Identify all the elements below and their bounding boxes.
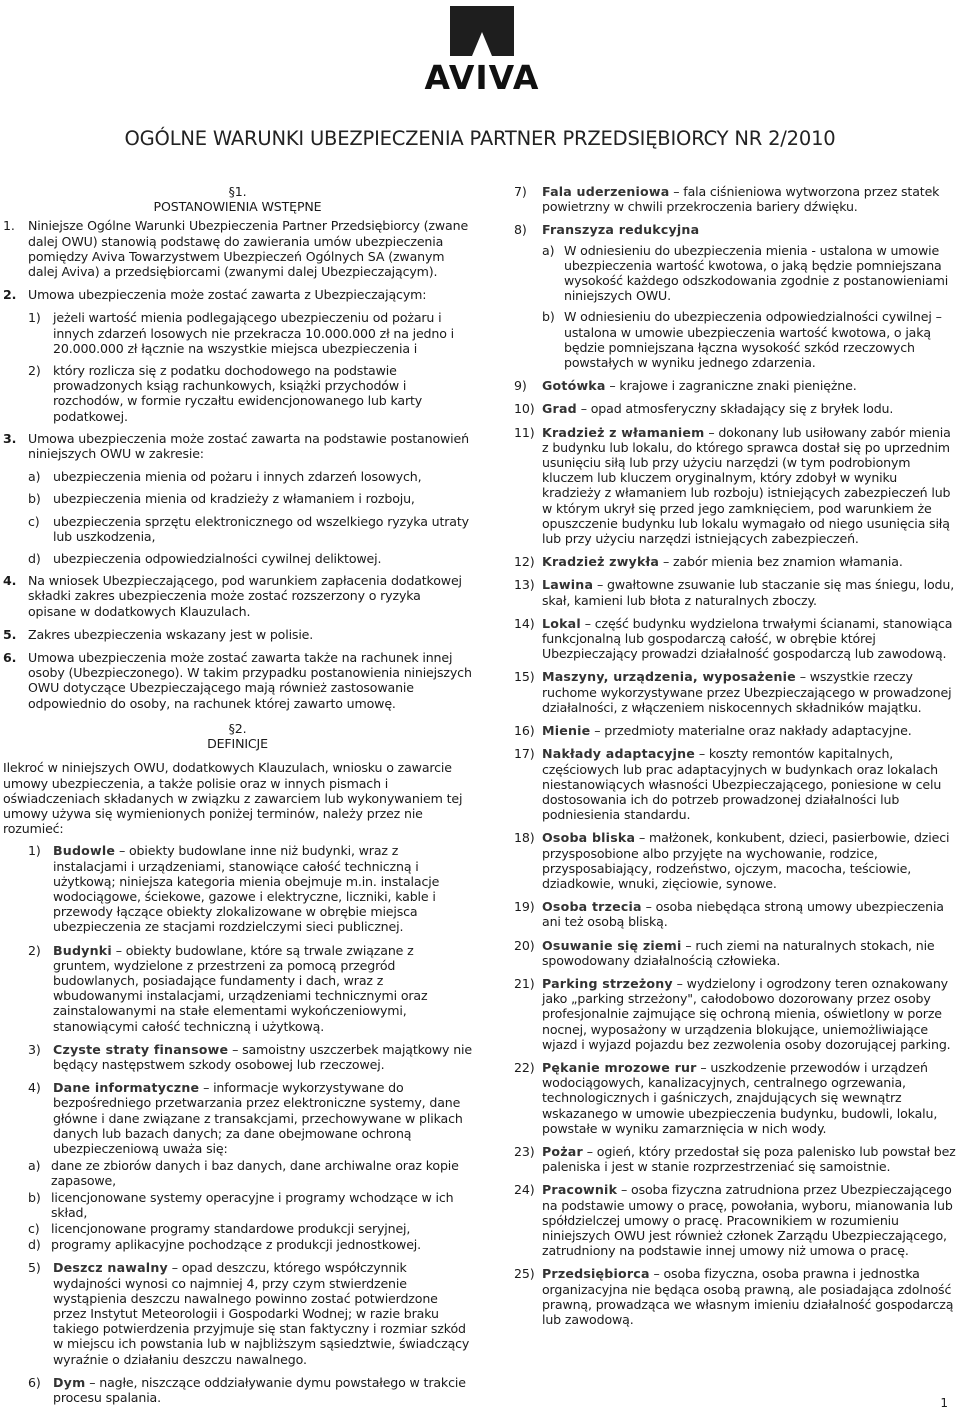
definition-term: Pożar (542, 1143, 583, 1159)
list-item-number: a) (28, 469, 41, 485)
definition-item (514, 554, 958, 569)
s1-p2-number: 2. (3, 287, 17, 303)
definition-text: – osoba niebędąca stroną umowy ubezpieczenia ani też osobą bliską. (542, 899, 944, 930)
definition-item (514, 616, 958, 662)
definition-text: – fala ciśnieniowa wytworzona przez statek powietrzny w chwili przekroczenia bariery dźwięku. (542, 184, 940, 215)
s1-paragraph-1 (3, 218, 472, 279)
list-item-number: b) (28, 491, 41, 507)
document-title: OGÓLNE WARUNKI UBEZPIECZENIA PARTNER PRZEDSIĘBIORCY NR 2/2010 (124, 127, 836, 150)
list-item (28, 469, 472, 484)
definition-item (28, 1375, 472, 1405)
definition-term: Osoba bliska (542, 830, 636, 846)
definition-term: Przedsiębiorca (542, 1266, 650, 1282)
definition-term: Fala uderzeniowa (542, 184, 670, 199)
section-1-title: POSTANOWIENIA WSTĘPNE (153, 199, 322, 215)
definition-number: 6) (28, 1374, 41, 1390)
s1-p2-text: Umowa ubezpieczenia może zostać zawarta z Ubezpieczającym: (28, 287, 427, 303)
definition-text: – krajowe i zagraniczne znaki pieniężne. (605, 378, 857, 394)
definition-text: – wydzielony i ogrodzony teren oznakowany jako „parking strzeżony", całodobowo dozorowany przez osoby profesjonalnie zajmujące się ochroną mienia, oświetlony w porze nocnej, wyposażony w urządzenia blokujące, uniemożliwiające wjazd i wyjazd pojazdu bez zezwolenia osoby dozorującej parking. (542, 975, 951, 1052)
definition-item (514, 1266, 958, 1327)
list-item-text: ubezpieczenia mienia od kradzieży z włamaniem i rozboju, (53, 491, 415, 507)
definition-number: 11) (514, 424, 535, 440)
definition-item (514, 1182, 958, 1258)
definition-number: 13) (514, 577, 535, 593)
definition-text: – osoba fizyczna zatrudniona przez Ubezpieczającego na podstawie umowy o pracę, powołania, wyboru, mianowania lub spółdzielczej umowy o pracę. Pracownikiem w rozumieniu niniejszych OWU jest również członek Zarządu Ubezpieczającego, zatrudniony na podstawie innej umowy niż umowa o pracę. (542, 1182, 953, 1259)
definition-text: – osoba fizyczna, osoba prawna i jednostka organizacyjna nie będąca osobą prawną, ale posiadająca zdolność prawną, prowadząca we własnym imieniu działalność gospodarczą lub zawodową. (542, 1266, 954, 1327)
definition-term: Dane informatyczne (53, 1080, 200, 1096)
definition-term: Dym (53, 1374, 86, 1390)
definition-term: Czyste straty finansowe (53, 1041, 229, 1057)
definition-term: Pracownik (542, 1182, 618, 1198)
list-item-text: programy aplikacyjne pochodzące z produkcji jednostkowej. (51, 1237, 422, 1253)
definition-item (514, 378, 958, 393)
definition-text: – opad deszczu, którego współczynnik wydajności wynosi co najmniej 4, przy czym stwierdzenie wystąpienia deszczu nawalnego powinno zostać potwierdzone przez Instytut Meteorologii i Gospodarki Wodnej; w razie braku takiego potwierdzenia przyjmuje się stan faktyczny i rozmiar szkód w miejscu ich powstania lub w najbliższym sąsiedztwie, świadczący wyraźnie o działaniu deszczu nawalnego. (53, 1260, 470, 1367)
list-item (542, 243, 958, 304)
definition-term: Gotówka (542, 378, 606, 394)
definition-text: – opad atmosferyczny składający się z bryłek lodu. (576, 401, 894, 417)
s1-paragraph-2 (3, 287, 472, 302)
definition-text: – samoistny uszczerbek majątkowy nie będący następstwem szkody osobowej lub rzeczowej. (53, 1041, 472, 1072)
definitions-intro: Ilekroć w niniejszych OWU, dodatkowych Klauzulach, wniosku o zawarcie umowy ubezpieczenia, a także polisie oraz w innych pismach i oświadczeniach składanych w związku z zawarciem lub wykonywaniem tej umowy używa się wymienionych poniżej terminów, należy przez nie rozumieć: (3, 760, 463, 837)
list-item-number: b) (542, 309, 555, 325)
s1-p6-text: Umowa ubezpieczenia może zostać zawarta także na rachunek innej osoby (Ubezpieczonego). W takim przypadku postanowienia niniejszych OWU dotyczące Ubezpieczającego mają również zastosowanie odpowiednio do osoby, na rachunek której zawarto umowę. (28, 650, 472, 711)
s1-p1-text: Niniejsze Ogólne Warunki Ubezpieczenia Partner Przedsiębiorcy (zwane dalej OWU) stanowią podstawę do zawierania umów ubezpieczenia pomiędzy Aviva Towarzystwem Ubezpieczeń Ogólnych SA (zwanym dalej Aviva) a przedsiębiorcami (zwanymi dalej Ubezpieczającym). (28, 218, 469, 280)
list-item-text: dane ze zbiorów danych i baz danych, dane archiwalne oraz kopie zapasowe, (51, 1158, 459, 1189)
list-item-text: ubezpieczenia mienia od pożaru i innych zdarzeń losowych, (53, 469, 422, 485)
definition-term: Nakłady adaptacyjne (542, 746, 696, 762)
definition-number: 5) (28, 1260, 41, 1276)
definition-number: 20) (514, 937, 535, 953)
definition-number: 24) (514, 1182, 535, 1198)
definition-term: Parking strzeżony (542, 975, 673, 991)
definition-number: 1) (28, 843, 41, 859)
definition-item (514, 184, 958, 214)
s1-p4-text: Na wniosek Ubezpieczającego, pod warunkiem zapłacenia dodatkowej składki zakres ubezpieczenia może zostać rozszerzony o ryzyka opisane w dodatkowych Klauzulach. (28, 573, 462, 619)
definition-text: – wszystkie rzeczy ruchome wykorzystywane przez Ubezpieczającego w prowadzonej działalności, z włączeniem niskocennych składników majątku. (542, 669, 952, 715)
s1-p5-number: 5. (3, 626, 17, 642)
definition-number: 2) (28, 942, 41, 958)
list-item-number: c) (28, 1220, 40, 1236)
section-2-title: DEFINICJE (207, 736, 268, 752)
definition-text: – uszkodzenie przewodów i urządzeń wodociągowych, kanalizacyjnych, centralnego ogrzewania, technologicznych i gaśniczych, znajdujących się wewnątrz wskazanego w umowie ubezpieczenia budynku, budowli, lokalu, powstałe w wyniku zamarznięcia w nich wody. (542, 1059, 938, 1136)
list-item-text: licencjonowane systemy operacyjne i programy wchodzące w ich skład, (51, 1189, 454, 1220)
definition-number: 8) (514, 222, 527, 238)
list-item (28, 363, 472, 424)
definition-text: – nagłe, niszczące oddziaływanie dymu powstałego w trakcie procesu spalania. (53, 1374, 466, 1406)
list-item-text: który rozlicza się z podatku dochodowego na podstawie prowadzonych ksiąg rachunkowych, książki przychodów i rozchodów, w formie ryczałtu ewidencjonowanego lub karty podatkowej. (53, 363, 423, 424)
definition-text: – ogień, który przedostał się poza palenisko lub powstał bez paleniska i jest w stanie rozprzestrzeniać się samoistnie. (542, 1143, 956, 1175)
definition-text: – małżonek, konkubent, dzieci, pasierbowie, dzieci przysposobione albo przyjęte na wychowanie, rodzice, przysposabiający, rodzeństwo, ojczym, macocha, teściowie, dziadkowie, wnuki, zięciowie, synowe. (542, 830, 950, 891)
section-2-number: §2. (228, 720, 247, 736)
definition-term: Kradzież zwykła (542, 554, 660, 570)
list-item-number: 1) (28, 310, 41, 326)
definition-item (514, 1060, 958, 1136)
definition-item (514, 425, 958, 547)
definition-term: Maszyny, urządzenia, wyposażenie (542, 669, 796, 685)
definition-item (28, 1042, 472, 1072)
definition-item (28, 943, 472, 1034)
list-item (28, 514, 472, 544)
definition-item (514, 830, 958, 891)
definition-number: 12) (514, 554, 535, 570)
list-item (542, 309, 958, 370)
list-item-text: jeżeli wartość mienia podlegającego ubezpieczeniu od pożaru i innych zdarzeń losowych nie przekracza 10.000.000 zł na jedno i 20.000.000 zł łącznie na wszystkie miejsca ubezpieczenia i (53, 310, 454, 356)
definition-term: Grad (542, 401, 577, 417)
definition-number: 22) (514, 1059, 535, 1075)
left-column (3, 184, 472, 1413)
definition-text: – obiekty budowlane, które są trwale związane z gruntem, wydzielone z przestrzeni za pomocą przegród budowlanych, posiadające fundamenty i dach, wraz z wbudowanymi instalacjami, urządzeniami technicznymi oraz zainstalowanymi na stałe elementami wykończeniowymi, stanowiącymi całość techniczną i użytkową. (53, 942, 428, 1034)
definition-term: Deszcz nawalny (53, 1260, 168, 1276)
s1-p4-number: 4. (3, 573, 17, 589)
s1-paragraph-5 (3, 627, 472, 642)
definition-item (514, 899, 958, 929)
list-item-number: a) (542, 242, 555, 258)
definition-item (514, 746, 958, 822)
s1-p3-text: Umowa ubezpieczenia może zostać zawarta na podstawie postanowień niniejszych OWU w zakresie: (28, 430, 469, 462)
definition-number: 10) (514, 401, 535, 417)
definition-text: – ruch ziemi na naturalnych stokach, nie spowodowany działalnością człowieka. (542, 937, 935, 968)
definition-item (28, 1260, 472, 1366)
list-item (28, 551, 472, 566)
definition-number: 3) (28, 1041, 41, 1057)
definition-item (514, 976, 958, 1052)
list-item (28, 1221, 472, 1236)
s1-p3-number: 3. (3, 430, 17, 446)
definition-number: 17) (514, 746, 535, 762)
definition-term: Osuwanie się ziemi (542, 937, 682, 953)
definition-number: 23) (514, 1143, 535, 1159)
definition-item (28, 843, 472, 934)
list-item (28, 1190, 472, 1220)
definition-term: Lawina (542, 577, 594, 593)
list-item (28, 1237, 472, 1252)
s1-paragraph-6 (3, 650, 472, 711)
s1-p6-number: 6. (3, 650, 17, 666)
definition-item (514, 401, 958, 416)
definition-number: 9) (514, 378, 527, 394)
definition-term: Lokal (542, 615, 581, 631)
list-item-text: ubezpieczenia sprzętu elektronicznego od wszelkiego ryzyka utraty lub uszkodzenia, (53, 513, 469, 544)
page-number: 1 (940, 1396, 948, 1410)
definition-item (514, 1144, 958, 1174)
definition-item (514, 669, 958, 715)
definition-item (28, 1080, 472, 1156)
definition-number: 21) (514, 975, 535, 991)
definition-number: 7) (514, 184, 527, 199)
definition-item (514, 222, 958, 237)
list-item-text: W odniesieniu do ubezpieczenia mienia - ustalona w umowie ubezpieczenia wartość kwotowa, o jaką będzie pomniejszana wysokość każdego odszkodowania zgodnie z postanowieniami niniejszych OWU. (564, 242, 949, 304)
definition-text: – część budynku wydzielona trwałymi ścianami, stanowiąca funkcjonalną lub gospodarczą całość, w obrębie której Ubezpieczający prowadzi działalność gospodarczą lub zawodową. (542, 615, 953, 662)
aviva-logo-mark-icon (450, 6, 514, 56)
definition-text: – koszty remontów kapitalnych, częściowych lub prac adaptacyjnych w budynkach oraz lokalach niestanowiących własności Ubezpieczającego, poniesione w celu dostosowania ich do potrzeb prowadzonej działalności lub podniesienia standardu. (542, 746, 942, 823)
definition-text: – gwałtowne zsuwanie lub staczanie się mas śniegu, lodu, skał, kamieni lub błota z naturalnych zboczy. (542, 577, 955, 608)
definition-item (514, 938, 958, 968)
definition-term: Mienie (542, 723, 591, 739)
definition-number: 4) (28, 1080, 41, 1096)
s1-paragraph-4 (3, 573, 472, 619)
definition-term: Pękanie mrozowe rur (542, 1059, 697, 1075)
list-item-number: d) (28, 551, 41, 567)
list-item-text: licencjonowane programy standardowe produkcji seryjnej, (51, 1220, 411, 1236)
list-item (28, 491, 472, 506)
list-item-number: a) (28, 1158, 41, 1174)
definition-number: 15) (514, 669, 535, 685)
definition-number: 25) (514, 1266, 535, 1282)
definition-number: 16) (514, 723, 535, 739)
definition-number: 18) (514, 830, 535, 846)
definition-item (514, 577, 958, 607)
list-item-number: d) (28, 1237, 41, 1253)
s1-p1-number: 1. (3, 218, 15, 234)
brand-name: AVIVA (424, 58, 540, 97)
definition-number: 19) (514, 899, 535, 915)
list-item-number: c) (28, 513, 40, 529)
list-item-text: W odniesieniu do ubezpieczenia odpowiedzialności cywilnej – ustalona w umowie ubezpieczenia wartość kwotowa, o jaką będzie pomniejszana łączna wysokość szkód rzeczowych powstałych w wyniku jednego zdarzenia. (564, 309, 942, 371)
definition-text: – obiekty budowlane inne niż budynki, wraz z instalacjami i urządzeniami, stanowiące całość techniczną i użytkową; niniejsza kategoria mienia obejmuje m.in. instalacje wodociągowe, ściekowe, gazowe i elektryczne, liczniki, kable i przewody łączące obiekty zlokalizowane w obrębie miejsca ubezpieczenia ze stacjami rozdzielczymi sieci publicznej. (53, 843, 440, 935)
definition-text: – informacje wykorzystywane do bezpośredniego przetwarzania przez elektroniczne systemy, dane główne i dane związane z transakcjami, przechowywane w plikach danych lub bazach danych; za dane obejmowane ochroną ubezpieczeniową uważa się: (53, 1080, 463, 1156)
definition-number: 14) (514, 615, 535, 631)
s1-paragraph-3 (3, 431, 472, 461)
s1-p5-text: Zakres ubezpieczenia wskazany jest w polisie. (28, 626, 314, 642)
definition-item (514, 723, 958, 738)
list-item-number: 2) (28, 363, 41, 379)
right-column (514, 184, 958, 1335)
list-item (28, 1158, 472, 1188)
definition-text: – przedmioty materialne oraz nakłady adaptacyjne. (590, 723, 912, 739)
definition-term: Kradzież z włamaniem (542, 424, 705, 440)
definition-text: – dokonany lub usiłowany zabór mienia z budynku lub lokalu, do którego sprawca dostał się po uprzednim usunięciu siłą lub przy użyciu narzędzi (w tym podrobionym kluczem lub kluczem oryginalnym, który zdobył w wyniku kradzieży z włamaniem lub rozboju) istniejących zabezpieczeń lub w którym ukrył się przed jego zamknięciem, pod warunkiem że opuszczenie budynku lub lokalu wymagało od niego usunięcia siłą lub przy użyciu narzędzi istniejących zabezpieczeń. (542, 424, 951, 547)
definition-term: Franszyza redukcyjna (542, 222, 700, 238)
list-item-number: b) (28, 1189, 41, 1205)
list-item-text: ubezpieczenia odpowiedzialności cywilnej deliktowej. (53, 551, 382, 567)
definition-text: – zabór mienia bez znamion włamania. (659, 554, 903, 570)
section-1-number: §1. (228, 184, 247, 199)
list-item (28, 310, 472, 356)
definition-term: Budowle (53, 843, 116, 859)
definition-term: Budynki (53, 942, 112, 958)
definition-term: Osoba trzecia (542, 899, 642, 915)
